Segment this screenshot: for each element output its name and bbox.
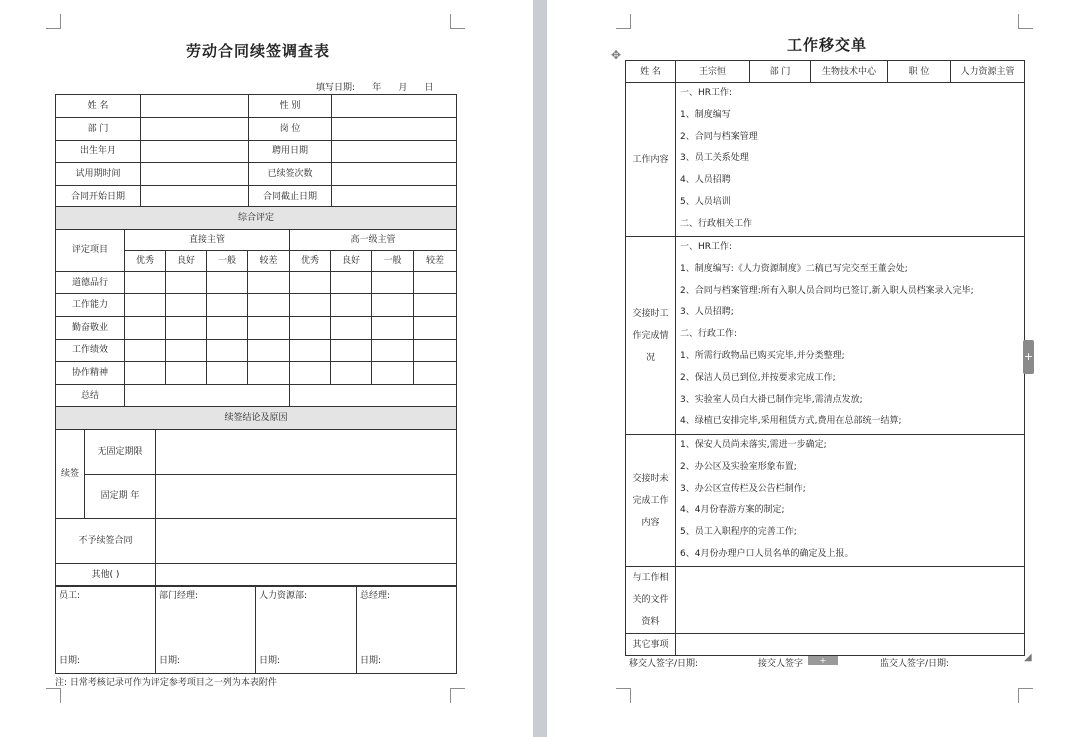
eval-item: 工作能力 [56,294,125,317]
fixed-term-label: 固定期 年 [85,474,156,519]
grade-cell[interactable] [372,294,414,317]
uncompleted-list[interactable] [676,435,1025,567]
list-item: 3、人员招聘; [680,307,734,318]
grade-cell[interactable] [207,339,248,362]
grade-header: 较差 [414,250,457,271]
fill-date-line: 填写日期: 年 月 日 [316,83,434,93]
grade-cell[interactable] [125,294,166,317]
crop-mark [1018,688,1033,703]
grade-header: 优秀 [125,250,166,271]
grade-cell[interactable] [125,339,166,362]
grade-cell[interactable] [414,362,457,385]
eval-item: 工作绩效 [56,339,125,362]
crop-mark [450,688,465,703]
sign-general-manager[interactable] [357,586,457,674]
label-contract-end: 合同截止日期 [249,186,332,209]
summary-senior-field[interactable] [290,384,457,407]
grade-cell[interactable] [414,339,457,362]
section-eval: 综合评定 [56,207,457,230]
label-probation: 试用期时间 [56,163,141,186]
no-fixed-term-label: 无固定期限 [85,430,156,475]
label-gender: 性 别 [249,95,332,118]
grade-cell[interactable] [331,362,372,385]
label-department: 部 门 [750,61,811,83]
crop-mark [46,688,61,703]
grade-cell[interactable] [290,362,331,385]
evaluation-table [55,206,457,430]
sign-employee[interactable] [56,586,156,674]
label-name: 姓 名 [626,61,676,83]
field-name[interactable] [141,95,249,118]
not-renew-field[interactable] [156,519,457,564]
grade-cell[interactable] [248,339,290,362]
sign-receiver[interactable]: 接交人签字 [758,659,804,669]
grade-cell[interactable] [166,271,207,294]
label-name: 姓 名 [56,95,141,118]
eval-item: 勤奋敬业 [56,316,125,339]
sign-transferor[interactable]: 移交人签字/日期: [629,659,699,669]
grade-cell[interactable] [125,362,166,385]
grade-cell[interactable] [207,316,248,339]
page-title: 劳动合同续签调查表 [186,42,331,60]
grade-cell[interactable] [414,294,457,317]
eval-item-header: 评定项目 [56,229,125,271]
sign-label: 总经理: [360,591,391,601]
list-item: 2、合同与档案管理:所有入职人员合同均已签订,新入职人员档案录入完毕; [680,285,974,296]
grade-cell[interactable] [290,271,331,294]
list-item: 4、4月份春游方案的制定; [680,505,785,516]
section-conclusion: 续签结论及原因 [56,407,457,430]
grade-cell[interactable] [372,316,414,339]
grade-cell[interactable] [166,316,207,339]
date-label: 日期: [159,656,181,666]
direct-supervisor-header: 直接主管 [125,229,290,250]
grade-cell[interactable] [166,339,207,362]
add-icon[interactable]: + [808,656,838,665]
list-item: 1、制度编写 [680,109,731,120]
senior-supervisor-header: 高一级主管 [290,229,457,250]
other-field[interactable] [156,563,457,586]
other-label: 其它事项 [626,634,676,656]
not-renew-label: 不予续签合同 [56,519,156,564]
fixed-term-field[interactable] [156,474,457,519]
field-gender[interactable] [332,95,457,118]
sign-supervisor[interactable]: 监交人签字/日期: [880,659,950,669]
list-item: 一、HR工作: [680,242,733,252]
field-hire-date[interactable] [332,140,457,163]
list-item: 1、所需行政物品已购买完毕,并分类整理; [680,350,845,361]
field-renew-count[interactable] [332,163,457,186]
list-item: 2、合同与档案管理 [680,131,758,142]
document-page-left [0,0,533,737]
list-item: 二、行政工作: [680,329,738,340]
grade-cell[interactable] [331,316,372,339]
grade-header: 一般 [207,250,248,271]
grade-cell[interactable] [414,316,457,339]
grade-cell[interactable] [207,294,248,317]
list-item: 5、员工入职程序的完善工作; [680,527,797,538]
list-item: 6、4月份办理户口人员名单的确定及上报。 [680,548,854,559]
label-contract-start: 合同开始日期 [56,186,141,209]
label-renew-count: 已续签次数 [249,163,332,186]
grade-cell[interactable] [331,271,372,294]
eval-item: 道德品行 [56,271,125,294]
completed-list[interactable] [676,237,1025,435]
renew-label: 续签 [56,430,85,519]
grade-header: 优秀 [290,250,331,271]
uncompleted-label: 交接时未完成工作内容 [626,435,676,567]
files-label: 与工作相关的文件资料 [626,567,676,634]
basic-info-table [55,94,457,209]
list-item: 2、保洁人员已到位,并按要求完成工作; [680,372,836,383]
completed-label: 交接时工作完成情况 [626,237,676,435]
work-content-list[interactable] [676,83,1025,237]
field-department[interactable] [141,117,249,140]
grade-cell[interactable] [331,339,372,362]
signature-table [55,585,457,674]
summary-label: 总结 [56,384,125,407]
grade-header: 良好 [166,250,207,271]
grade-cell[interactable] [125,316,166,339]
grade-cell[interactable] [331,294,372,317]
grade-cell[interactable] [248,271,290,294]
sign-label: 部门经理: [159,591,199,601]
sign-label: 员工: [59,591,81,601]
grade-cell[interactable] [290,339,331,362]
add-column-icon[interactable]: + [1023,340,1034,374]
work-content-label: 工作内容 [626,83,676,237]
grade-cell[interactable] [372,362,414,385]
list-item: 4、人员招聘 [680,175,731,186]
files-field[interactable] [676,567,1025,634]
label-birth: 出生年月 [56,140,141,163]
value-name[interactable]: 王宗恒 [676,61,750,83]
crop-mark [616,688,631,703]
grade-cell[interactable] [372,271,414,294]
label-department: 部 门 [56,117,141,140]
grade-cell[interactable] [207,362,248,385]
grade-cell[interactable] [290,294,331,317]
list-item: 一、HR工作: [680,88,733,98]
crop-mark [46,14,61,29]
value-department[interactable]: 生物技术中心 [811,61,888,83]
grade-cell[interactable] [166,362,207,385]
table-move-icon[interactable]: ✥ [611,48,622,62]
list-item: 5、人员培训 [680,196,731,207]
grade-cell[interactable] [248,316,290,339]
crop-mark [616,14,631,29]
list-item: 3、实验室人员白大褂已制作完毕,需清点发放; [680,394,863,405]
field-probation[interactable] [141,163,249,186]
no-fixed-term-field[interactable] [156,430,457,475]
sign-hr[interactable] [256,586,357,674]
list-item: 3、办公区宣传栏及公告栏制作; [680,483,806,494]
list-item: 4、绿植已安排完毕,采用租赁方式,费用在总部统一结算; [680,416,902,427]
sign-label: 人力资源部: [259,591,308,601]
field-birth[interactable] [141,140,249,163]
label-position: 岗 位 [249,117,332,140]
grade-cell[interactable] [248,362,290,385]
sign-dept-manager[interactable] [156,586,256,674]
grade-cell[interactable] [207,271,248,294]
value-position[interactable]: 人力资源主管 [951,61,1025,83]
summary-direct-field[interactable] [125,384,290,407]
other-label: 其他( ) [56,563,156,586]
grade-cell[interactable] [372,339,414,362]
grade-header: 较差 [248,250,290,271]
grade-cell[interactable] [290,316,331,339]
grade-cell[interactable] [414,271,457,294]
list-item: 1、制度编写:《人力资源制度》二稿已写完交至王董会处; [680,263,908,274]
list-item: 2、办公区及实验室形象布置; [680,461,797,472]
grade-cell[interactable] [125,271,166,294]
resize-handle-icon[interactable]: ◢ [1024,652,1032,663]
page-gap [533,0,547,737]
date-label: 日期: [360,656,382,666]
crop-mark [1018,14,1033,29]
other-field[interactable] [676,634,1025,656]
eval-item: 协作精神 [56,362,125,385]
conclusion-table [55,429,457,587]
list-item: 二、行政相关工作 [680,218,753,229]
crop-mark [450,14,465,29]
date-label: 日期: [59,656,81,666]
page-title: 工作移交单 [787,36,868,54]
grade-cell[interactable] [166,294,207,317]
list-item: 3、员工关系处理 [680,153,749,164]
list-item: 1、保安人员尚未落实,需进一步确定; [680,440,827,450]
date-label: 日期: [259,656,281,666]
label-hire-date: 聘用日期 [249,140,332,163]
grade-cell[interactable] [248,294,290,317]
grade-header: 一般 [372,250,414,271]
handover-table [625,60,1025,656]
field-position[interactable] [332,117,457,140]
footnote: 注: 日常考核记录可作为评定参考项目之一列为本表附件 [55,678,277,688]
label-position: 职 位 [888,61,951,83]
grade-header: 良好 [331,250,372,271]
